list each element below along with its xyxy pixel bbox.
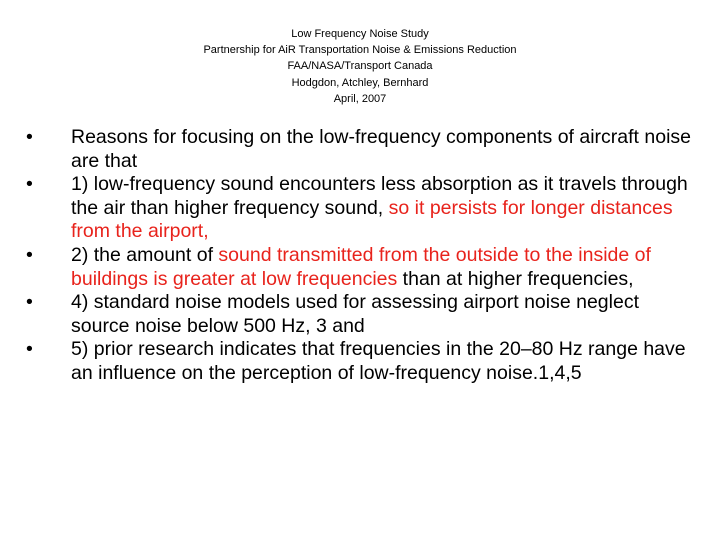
bullet-text: 4) standard noise models used for assessing airport noise neglect source noise below 500 Hz, 3 and [71, 291, 639, 337]
bullet-list [26, 126, 698, 386]
bullet-item [26, 291, 698, 338]
bullet-item [26, 244, 698, 291]
bullet-item [26, 126, 698, 173]
bullet-text: 5) prior research indicates that frequencies in the 20–80 Hz range have an influence on the perception of low-frequency noise.1,4,5 [71, 338, 686, 384]
header-authors: Hodgdon, Atchley, Bernhard [291, 76, 429, 89]
header-agencies: FAA/NASA/Transport Canada [287, 60, 433, 73]
bullet-text: Reasons for focusing on the low-frequency components of aircraft noise are that [71, 126, 692, 172]
bullet-highlight-text: so it persists for longer distances from the airport, [71, 196, 673, 243]
bullet-text: 1) low-frequency sound encounters less absorption as it travels through the air than higher frequency sound, [71, 173, 688, 219]
bullet-item [26, 173, 698, 244]
bullet-icon: • [26, 338, 33, 361]
slide-header [0, 26, 720, 107]
bullet-highlight-text: sound transmitted from the outside to the inside of buildings is greater at low frequencies [71, 243, 651, 290]
bullet-icon: • [26, 243, 33, 266]
bullet-icon: • [26, 173, 33, 196]
bullet-icon: • [26, 291, 33, 314]
header-date: April, 2007 [333, 92, 387, 105]
bullet-text: than at higher frequencies, [397, 267, 634, 290]
bullet-icon: • [26, 126, 33, 148]
header-partnership: Partnership for AiR Transportation Noise & Emissions Reduction [203, 44, 517, 57]
bullet-text: 2) the amount of [71, 243, 219, 266]
header-title: Low Frequency Noise Study [291, 28, 429, 40]
bullet-item [26, 338, 698, 385]
